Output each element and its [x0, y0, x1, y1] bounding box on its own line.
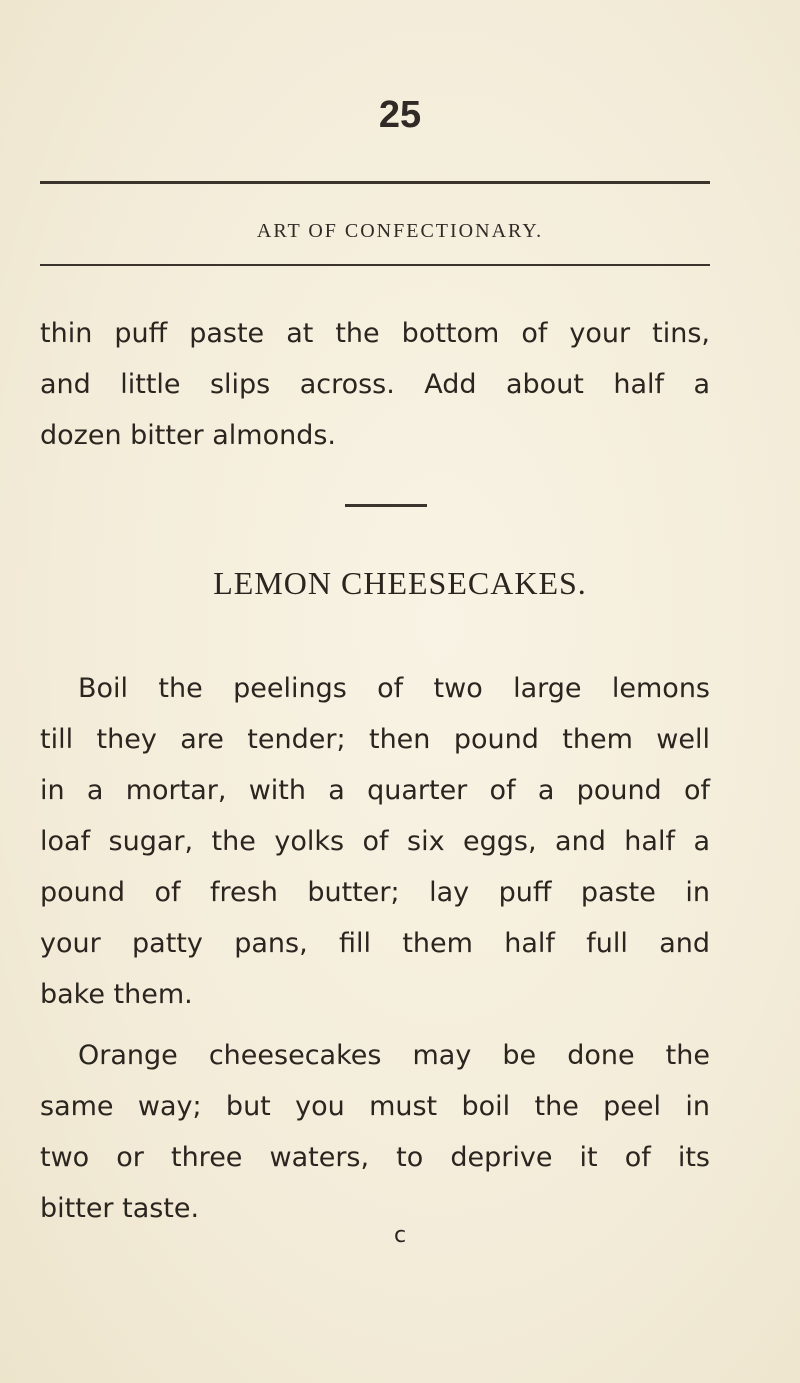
- recipe-paragraph: [40, 663, 710, 1020]
- page-number: 25: [378, 94, 422, 136]
- paragraph-continuation: [40, 308, 710, 461]
- paragraph-line: same way; but you must boil the peel in: [40, 1091, 710, 1122]
- paragraph-line: in a mortar, with a quarter of a pound of: [40, 775, 710, 806]
- paragraph-line: two or three waters, to deprive it of its: [40, 1142, 710, 1173]
- header-rule-top: [40, 181, 710, 184]
- paragraph-line: pound of fresh butter; lay puff paste in: [40, 877, 710, 908]
- signature-mark: c: [393, 1223, 407, 1248]
- paragraph-line: Boil the peelings of two large lemons: [78, 673, 710, 704]
- paragraph-line: bitter taste.: [40, 1193, 200, 1224]
- paragraph-line: dozen bitter almonds.: [40, 420, 337, 451]
- section-heading: LEMON CHEESECAKES.: [213, 565, 587, 601]
- paragraph-line: bake them.: [40, 979, 193, 1010]
- paragraph-line: Orange cheesecakes may be done the: [78, 1040, 710, 1071]
- variation-paragraph: [40, 1030, 710, 1234]
- paragraph-line: till they are tender; then pound them well: [40, 724, 710, 755]
- section-divider: [345, 504, 427, 507]
- running-head: ART OF CONFECTIONARY.: [256, 220, 544, 242]
- paragraph-line: your patty pans, fill them half full and: [40, 928, 710, 959]
- paragraph-line: and little slips across. Add about half a: [40, 369, 710, 400]
- header-rule-bottom: [40, 264, 710, 266]
- paragraph-line: loaf sugar, the yolks of six eggs, and half a: [40, 826, 710, 857]
- paragraph-line: thin puff paste at the bottom of your tins,: [40, 318, 710, 349]
